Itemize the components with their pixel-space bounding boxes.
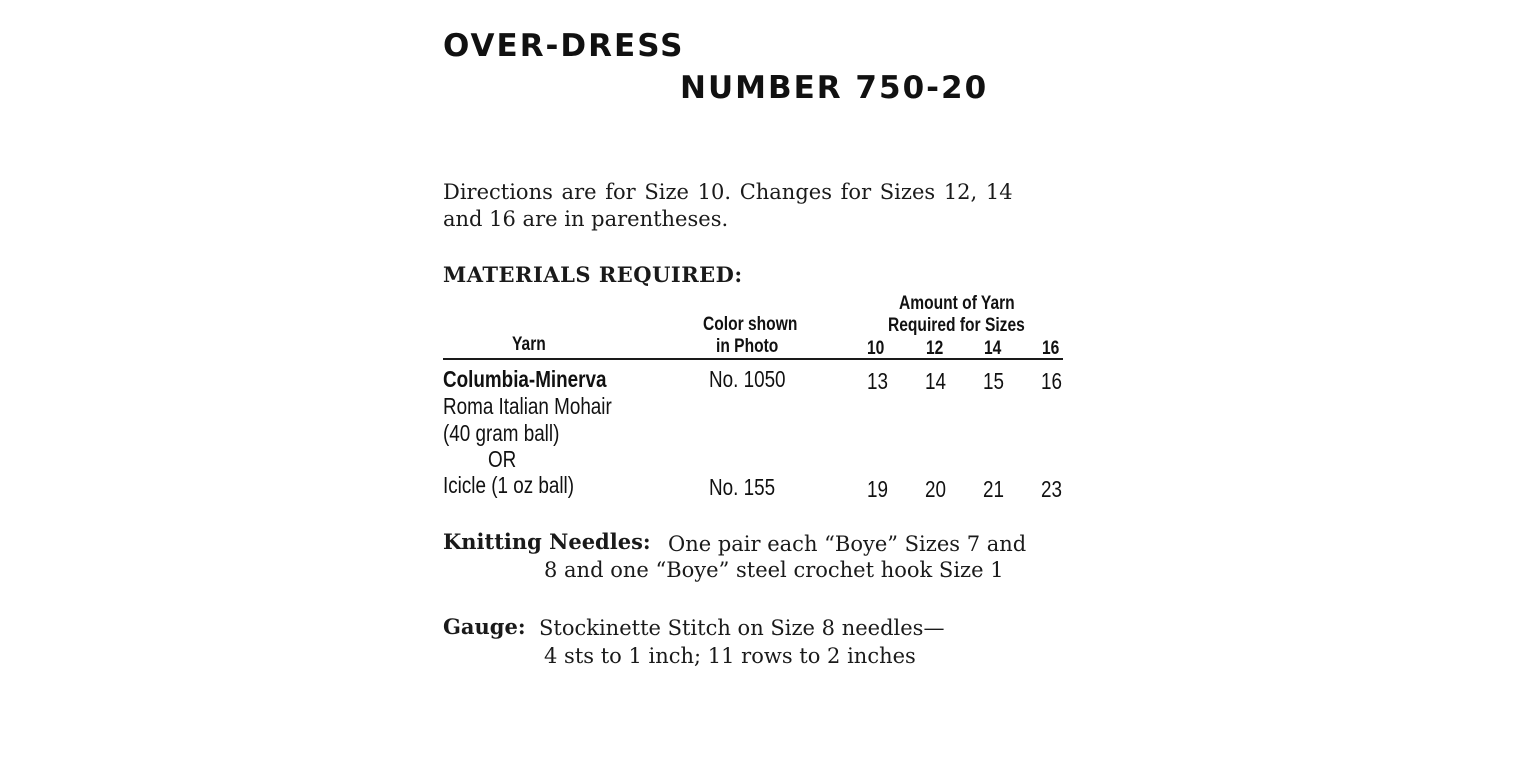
gauge-label: Gauge: [443, 614, 526, 639]
header-color-line-1: Color shown [703, 314, 798, 335]
or-separator: OR [488, 446, 517, 472]
needles-label: Knitting Needles: [443, 529, 651, 554]
amount-row-1-size-10: 13 [867, 368, 888, 394]
amount-row-1-size-12: 14 [925, 368, 946, 394]
materials-heading: MATERIALS REQUIRED: [443, 262, 743, 287]
intro-line-1: Directions are for Size 10. Changes for Sizes 12, 14 [443, 180, 1013, 204]
header-yarn: Yarn [512, 334, 546, 355]
header-amount-line-1: Amount of Yarn [899, 293, 1015, 314]
color-code-row-2: No. 155 [709, 474, 776, 500]
amount-row-2-size-16: 23 [1041, 476, 1062, 502]
intro-line-2: and 16 are in parentheses. [443, 207, 729, 231]
yarn-unit-mohair: (40 gram ball) [443, 420, 560, 446]
table-header-rule [443, 358, 1063, 360]
header-color-line-2: in Photo [716, 336, 779, 357]
amount-row-1-size-16: 16 [1041, 368, 1062, 394]
header-size-10: 10 [867, 338, 885, 359]
color-code-row-1: No. 1050 [709, 366, 786, 392]
needles-line-1: One pair each “Boye” Sizes 7 and [668, 532, 1027, 556]
header-amount-line-2: Required for Sizes [888, 315, 1025, 336]
gauge-line-1: Stockinette Stitch on Size 8 needles— [539, 616, 945, 640]
amount-row-2-size-10: 19 [867, 476, 888, 502]
amount-row-1-size-14: 15 [983, 368, 1004, 394]
header-size-14: 14 [984, 338, 1002, 359]
amount-row-2-size-12: 20 [925, 476, 946, 502]
yarn-name-icicle: Icicle (1 oz ball) [443, 472, 575, 498]
gauge-line-2: 4 sts to 1 inch; 11 rows to 2 inches [544, 644, 916, 668]
needles-line-2: 8 and one “Boye” steel crochet hook Size 1 [544, 558, 1004, 582]
title-line-1: OVER-DRESS [443, 28, 685, 64]
yarn-brand: Columbia-Minerva [443, 366, 607, 392]
header-size-12: 12 [926, 338, 944, 359]
header-size-16: 16 [1042, 338, 1060, 359]
yarn-name-mohair: Roma Italian Mohair [443, 393, 612, 419]
amount-row-2-size-14: 21 [983, 476, 1004, 502]
title-line-2: NUMBER 750-20 [680, 70, 989, 106]
